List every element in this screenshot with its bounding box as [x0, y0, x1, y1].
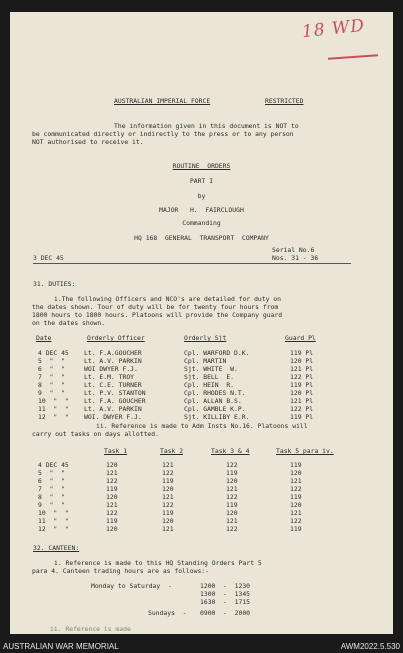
duties-para-line-1: i.The following Officers and NCO's are detailed for duty on — [54, 295, 282, 303]
roster-cell: Lt. F.A.GOUCHER — [84, 349, 142, 357]
roster-cell: 122 Pl — [290, 373, 314, 381]
task-cell: 9 " " — [38, 501, 65, 509]
officer-name: MAJOR H. FAIRCLOUGH — [159, 206, 244, 214]
roster-cell: WOI. DWYER F.J. — [84, 413, 142, 421]
task-cell: 122 — [290, 517, 302, 525]
task-cell: 120 — [226, 477, 238, 485]
roster-cell: 119 Pl — [290, 413, 314, 421]
task-cell: 121 — [162, 461, 174, 469]
task-cell: 121 — [226, 485, 238, 493]
roster-cell: 119 Pl — [290, 349, 314, 357]
task-cell: 122 — [226, 493, 238, 501]
part-title: PART I — [189, 177, 214, 185]
task-cell: 121 — [226, 517, 238, 525]
roster-cell: Cpl. ALLAN B.S. — [184, 397, 242, 405]
task-cell: 122 — [162, 469, 174, 477]
col-task-1: Task 1 — [104, 447, 128, 455]
roster-cell: 122 Pl — [290, 405, 314, 413]
task-cell: 6 " " — [38, 477, 65, 485]
task-cell: 121 — [162, 525, 174, 533]
task-cell: 120 — [290, 469, 302, 477]
roster-cell: 8 " " — [38, 381, 65, 389]
task-cell: 122 — [290, 485, 302, 493]
col-orderly-sjt: Orderly Sjt — [184, 334, 227, 342]
monday-time-3: 1630 - 1715 — [200, 598, 251, 606]
handwritten-annotation: 18 WD — [301, 15, 366, 43]
header-force: AUSTRALIAN IMPERIAL FORCE — [114, 97, 211, 105]
roster-cell: Lt. A.V. PARKIN — [84, 405, 142, 413]
task-cell: 120 — [290, 501, 302, 509]
task-cell: 7 " " — [38, 485, 65, 493]
duties-para-line-4: on the dates shown. — [32, 319, 106, 327]
roster-cell: Lt. C.E. TURNER — [84, 381, 142, 389]
task-cell: 11 " " — [38, 517, 69, 525]
roster-cell: Lt. F.A. GOUCHER — [84, 397, 146, 405]
roster-cell: WOI DWYER F.J. — [84, 365, 138, 373]
task-cell: 122 — [106, 477, 118, 485]
duties-para-ii-line-1: ii. Reference is made to Adm Insts No.16. Platoons will — [96, 422, 308, 430]
roster-cell: Cpl. RHODES N.T. — [184, 389, 246, 397]
sundays-label: Sundays - — [148, 609, 187, 617]
roster-cell: 10 " " — [38, 397, 69, 405]
roster-cell: Lt. E.M. TROY — [84, 373, 135, 381]
roster-cell: 12 " " — [38, 413, 69, 421]
duties-para-ii-line-2: carry out tasks on days allotted. — [32, 430, 159, 438]
by-line: by — [197, 192, 206, 200]
task-cell: 119 — [106, 485, 118, 493]
task-cell: 120 — [226, 509, 238, 517]
archive-footer — [0, 641, 403, 653]
task-cell: 121 — [106, 501, 118, 509]
monday-time-2: 1300 - 1345 — [200, 590, 251, 598]
canteen-para-line-2: para 4. Canteen trading hours are as follows:- — [32, 567, 209, 575]
roster-cell: 5 " " — [38, 357, 65, 365]
monday-time-1: 1200 - 1230 — [200, 582, 251, 590]
task-cell: 120 — [162, 517, 174, 525]
footer-accession: AWM2022.5.530 — [340, 642, 400, 651]
task-cell: 122 — [106, 509, 118, 517]
task-cell: 120 — [106, 461, 118, 469]
roster-cell: Cpl. HEIN R. — [184, 381, 235, 389]
serial-number: Serial No.6 — [272, 246, 315, 254]
task-cell: 121 — [290, 509, 302, 517]
task-cell: 119 — [290, 461, 302, 469]
monday-saturday-label: Monday to Saturday - — [91, 582, 172, 590]
duties-para-line-2: the dates shown. Tour of duty will be for twenty four hours from — [32, 303, 279, 311]
roster-cell: 4 DEC 45 — [38, 349, 69, 357]
col-guard: Guard Pl — [285, 334, 316, 342]
task-cell: 120 — [106, 493, 118, 501]
roster-cell: 120 Pl — [290, 357, 314, 365]
roster-cell: Cpl. MARTIN — [184, 357, 227, 365]
roster-cell: 119 Pl — [290, 381, 314, 389]
order-date: 3 DEC 45 — [33, 254, 64, 262]
task-cell: 119 — [106, 517, 118, 525]
roster-cell: Sjt. BELL E. — [184, 373, 235, 381]
task-cell: 120 — [162, 485, 174, 493]
task-cell: 5 " " — [38, 469, 65, 477]
task-cell: 119 — [162, 477, 174, 485]
task-cell: 8 " " — [38, 493, 65, 501]
roster-cell: 7 " " — [38, 373, 65, 381]
warning-line-1: The information given in this document is NOT to — [114, 122, 299, 130]
roster-cell: Lt. A.V. PARKIN — [84, 357, 142, 365]
task-cell: 119 — [290, 525, 302, 533]
roster-cell: 6 " " — [38, 365, 65, 373]
roster-cell: Lt. P.V. STANTON — [84, 389, 146, 397]
task-cell: 121 — [106, 469, 118, 477]
sundays-time: 0900 - 2000 — [200, 609, 251, 617]
task-cell: 121 — [162, 493, 174, 501]
roster-cell: Cpl. WARFORD D.K. — [184, 349, 250, 357]
task-cell: 4 DEC 45 — [38, 461, 69, 469]
header-rule — [33, 263, 351, 264]
col-task-3-4: Task 3 & 4 — [211, 447, 250, 455]
warning-line-3: NOT authorised to receive it. — [32, 138, 144, 146]
roster-cell: 11 " " — [38, 405, 69, 413]
task-cell: 119 — [290, 493, 302, 501]
col-orderly-officer: Orderly Officer — [87, 334, 145, 342]
roster-cell: 9 " " — [38, 389, 65, 397]
col-task-5: Task 5 para iv. — [276, 447, 334, 455]
annotation-underline — [328, 54, 378, 59]
task-cell: 122 — [226, 461, 238, 469]
roster-cell: 121 Pl — [290, 365, 314, 373]
footer-source: AUSTRALIAN WAR MEMORIAL — [3, 642, 119, 651]
duties-para-line-3: 1800 hours to 1800 hours. Platoons will provide the Company guard — [32, 311, 283, 319]
roster-cell: 121 Pl — [290, 397, 314, 405]
header-restricted: RESTRICTED — [265, 97, 304, 105]
roster-cell: Sjt. KILLIBY E.R. — [184, 413, 250, 421]
task-cell: 119 — [162, 509, 174, 517]
task-cell: 120 — [106, 525, 118, 533]
document-page — [10, 12, 393, 634]
roster-cell: Cpl. GAMBLE K.P. — [184, 405, 246, 413]
duties-heading: 31. DUTIES: — [33, 280, 76, 288]
task-cell: 12 " " — [38, 525, 69, 533]
task-cell: 119 — [226, 469, 238, 477]
task-cell: 122 — [226, 525, 238, 533]
task-cell: 121 — [290, 477, 302, 485]
commanding-line: Commanding — [182, 219, 221, 227]
task-cell: 10 " " — [38, 509, 69, 517]
unit-name: HQ 168 GENERAL TRANSPORT COMPANY — [134, 234, 269, 242]
task-cell: 119 — [226, 501, 238, 509]
roster-cell: 120 Pl — [290, 389, 314, 397]
canteen-para-line-1: i. Reference is made to this HQ Standing Orders Part 5 — [54, 559, 262, 567]
col-date: Date — [36, 334, 52, 342]
cutoff-line: ii. Reference is made — [50, 625, 131, 633]
roster-cell: Sjt. WHITE W. — [184, 365, 238, 373]
routine-orders-title: ROUTINE ORDERS — [172, 162, 231, 170]
col-task-2: Task 2 — [160, 447, 184, 455]
canteen-heading: 32. CANTEEN: — [33, 544, 80, 552]
warning-line-2: be communicated directly or indirectly to the press or to any person — [32, 130, 294, 138]
task-cell: 122 — [162, 501, 174, 509]
serial-nos: Nos. 31 - 36 — [272, 254, 319, 262]
